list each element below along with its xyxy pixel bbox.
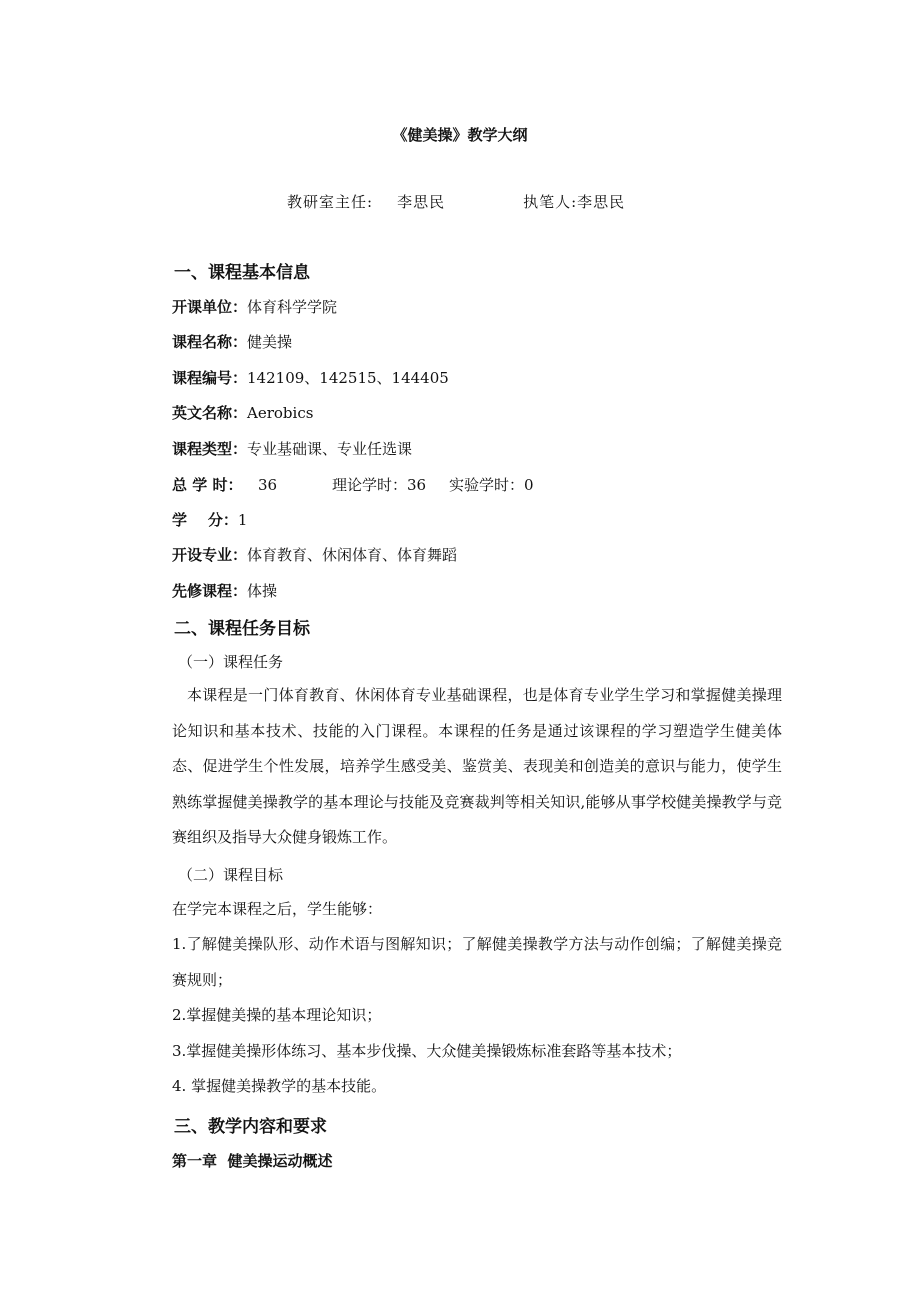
section3-heading: 三、教学内容和要求 bbox=[174, 1117, 327, 1137]
section1-heading: 一、课程基本信息 bbox=[174, 263, 310, 283]
lab-hours-label: 实验学时： bbox=[449, 476, 525, 494]
field-value: Aerobics bbox=[247, 404, 314, 422]
field-value: 体操 bbox=[247, 582, 278, 600]
field-course-code bbox=[172, 367, 449, 388]
field-prerequisite bbox=[172, 580, 277, 601]
goal-intro: 在学完本课程之后，学生能够： bbox=[172, 900, 383, 918]
document-title: 《健美操》教学大纲 bbox=[392, 126, 528, 144]
section2-heading: 二、课程任务目标 bbox=[174, 619, 310, 639]
field-label: 开设专业： bbox=[172, 546, 248, 564]
field-value: 142109、142515、144405 bbox=[247, 369, 449, 387]
theory-hours-label: 理论学时： bbox=[332, 476, 408, 494]
field-value: 1 bbox=[237, 511, 248, 529]
field-label: 课程类型： bbox=[172, 440, 248, 458]
authors-line bbox=[287, 191, 625, 212]
field-course-name bbox=[172, 331, 292, 352]
field-value: 专业基础课、专业任选课 bbox=[247, 440, 413, 458]
field-department bbox=[172, 296, 337, 317]
total-hours-label: 总 学 时： bbox=[172, 476, 243, 494]
goal-heading: （二）课程目标 bbox=[178, 866, 284, 884]
field-label: 学 分： bbox=[172, 511, 238, 529]
chapter1-heading: 第一章 健美操运动概述 bbox=[172, 1152, 333, 1170]
goal-item: 3.掌握健美操形体练习、基本步伐操、大众健美操锻炼标准套路等基本技术； bbox=[172, 1042, 682, 1060]
field-value: 体育教育、休闲体育、体育舞蹈 bbox=[247, 546, 458, 564]
task-paragraph: 本课程是一门体育教育、休闲体育专业基础课程，也是体育专业学生学习和掌握健美操理论知识和基本技术、技能的入门课程。本课程的任务是通过该课程的学习塑造学生健美体态、促进学生个性发展，培养学生感受美、鉴赏美、表现美和创造美的意识与能力，使学生熟练掌握健美操教学的基本理论与技能及竞赛裁判等相关知识,能够从事学校健美操教学与竞赛组织及指导大众健身锻炼工作。 bbox=[172, 686, 782, 846]
task-heading: （一）课程任务 bbox=[178, 653, 284, 671]
goal-item: 1.了解健美操队形、动作术语与图解知识；了解健美操教学方法与动作创编；了解健美操竞赛规则； bbox=[172, 935, 782, 989]
field-label: 先修课程： bbox=[172, 582, 248, 600]
field-label: 开课单位： bbox=[172, 298, 248, 316]
director-label: 教研室主任: bbox=[287, 193, 374, 211]
field-value: 健美操 bbox=[247, 333, 293, 351]
field-label: 英文名称： bbox=[172, 404, 248, 422]
director-name: 李思民 bbox=[397, 193, 446, 211]
field-hours bbox=[172, 474, 534, 495]
lab-hours-value: 0 bbox=[524, 476, 534, 494]
field-value: 体育科学学院 bbox=[247, 298, 338, 316]
field-label: 课程名称： bbox=[172, 333, 248, 351]
writer-label: 执笔人: bbox=[523, 193, 578, 211]
goal-item: 2.掌握健美操的基本理论知识； bbox=[172, 1006, 382, 1024]
field-label: 课程编号： bbox=[172, 369, 248, 387]
total-hours-value: 36 bbox=[258, 476, 278, 494]
field-course-type bbox=[172, 438, 412, 459]
field-english-name bbox=[172, 402, 313, 423]
field-majors bbox=[172, 544, 457, 565]
theory-hours-value: 36 bbox=[407, 476, 427, 494]
writer-name: 李思民 bbox=[577, 193, 626, 211]
field-credit bbox=[172, 509, 247, 530]
goal-item: 4. 掌握健美操教学的基本技能。 bbox=[172, 1077, 387, 1095]
